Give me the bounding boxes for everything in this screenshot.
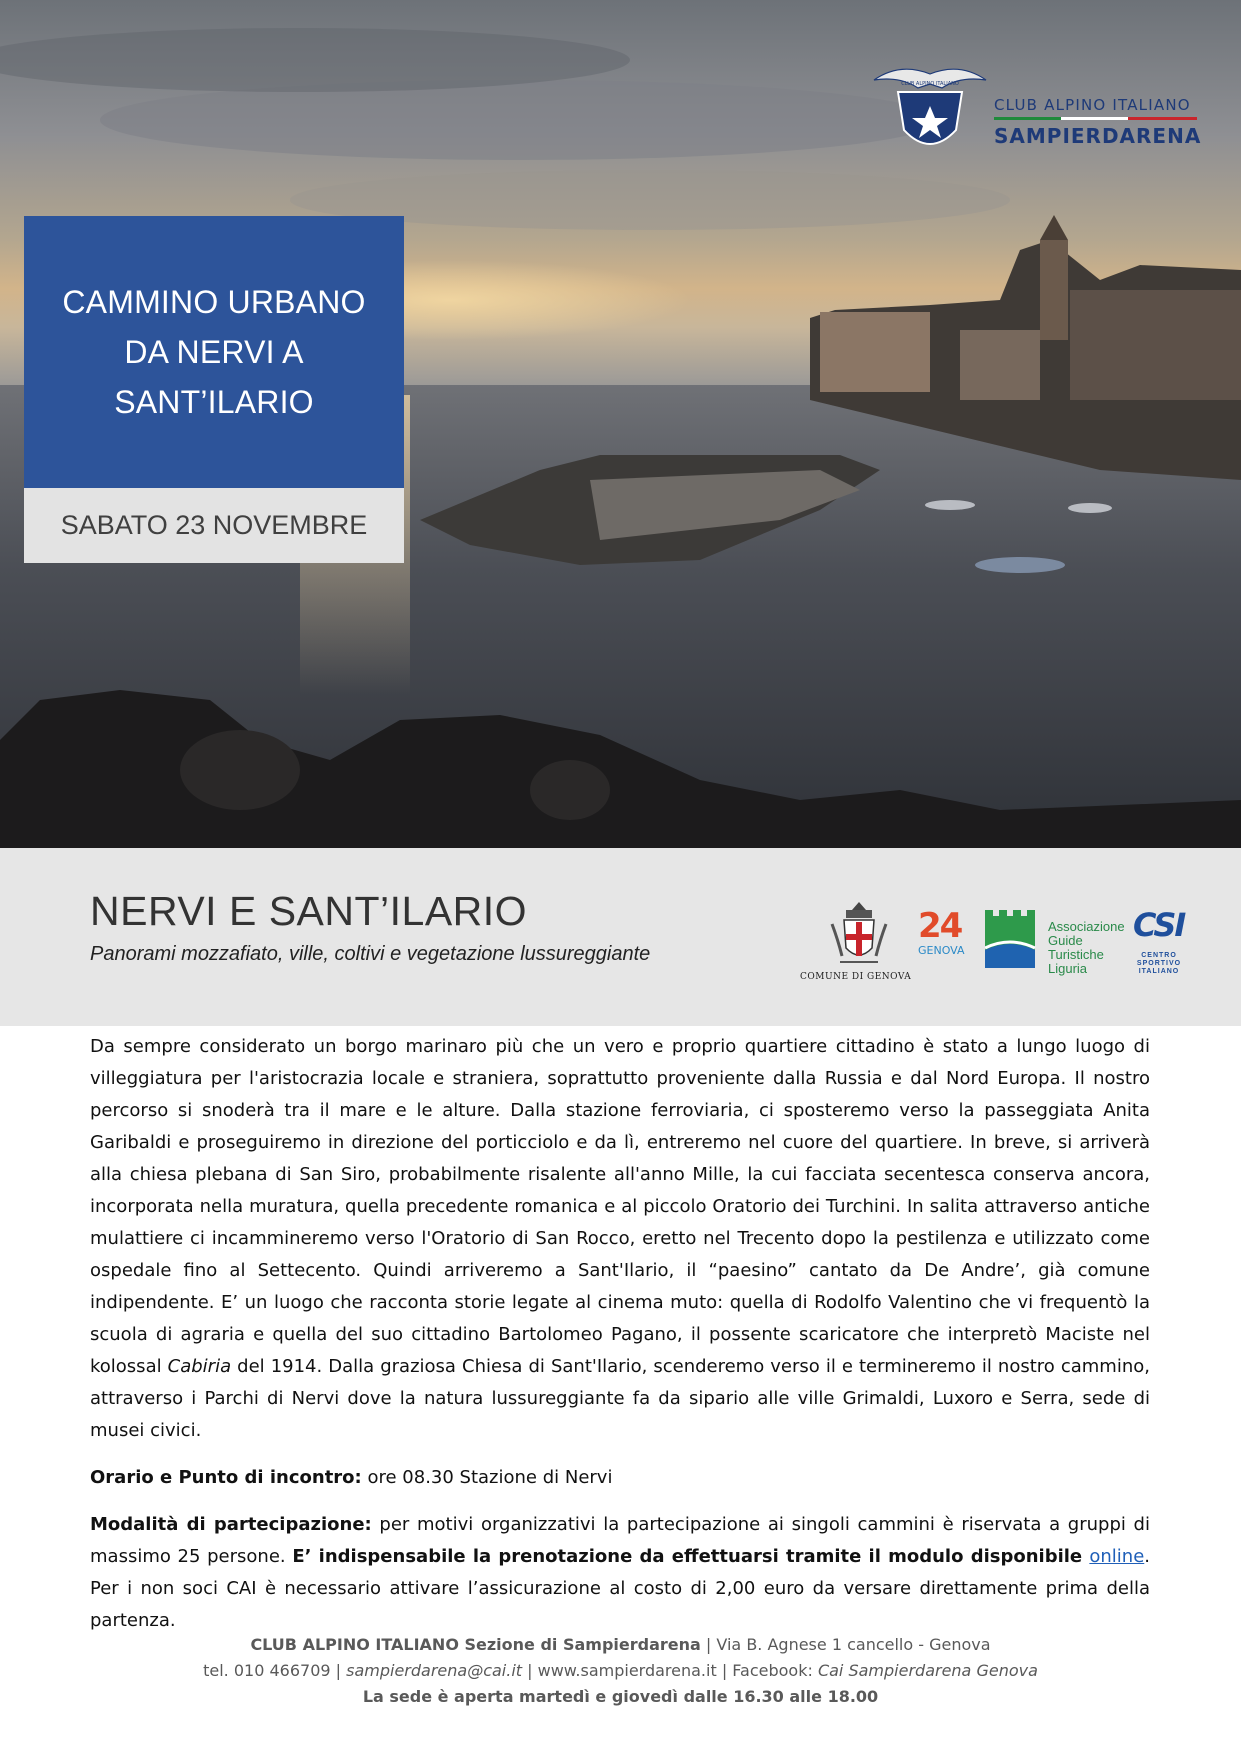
event-title-line: SANT’ILARIO <box>114 384 314 420</box>
csi-logo: CSI <box>1133 906 1185 944</box>
meeting-point <box>90 1462 1150 1494</box>
footer-contacts-line: tel. 010 466709 | sampierdarena@cai.it | www.sampierdarena.it | Facebook: Cai Sampierdarena Genova <box>203 1661 1038 1680</box>
section-title: NERVI E SANT’ILARIO <box>90 888 528 934</box>
guide-turistiche-tower-icon <box>985 910 1041 968</box>
comune-di-genova-label: COMUNE DI GENOVA <box>800 972 912 982</box>
footer <box>0 1632 1241 1710</box>
footer-hours: La sede è aperta martedì e giovedì dalle 16.30 alle 18.00 <box>362 1687 879 1706</box>
cai-wordmark <box>994 96 1201 148</box>
event-title-line: DA NERVI A <box>124 334 304 370</box>
participation-label: Modalità di partecipazione: <box>90 1514 372 1535</box>
genova-24-logo <box>918 908 964 968</box>
hero-photo <box>0 0 1241 848</box>
guide-turistiche-label: Associazione Guide Turistiche Liguria <box>1048 919 1125 976</box>
online-booking-link[interactable]: online <box>1089 1546 1145 1567</box>
comune-di-genova-crest-icon <box>828 900 890 972</box>
section-name: SAMPIERDARENA <box>994 124 1202 148</box>
description-paragraph: Da sempre considerato un borgo marinaro più che un vero e proprio quartiere cittadino è stato a lungo luogo di villeggiatura per l'aristocrazia locale e straniera, soprattutto proveniente dalla Russia e dal Nord Europa. Il nostro percorso si snoderà tra il mare e le alture. Dalla stazione ferroviaria, ci sposteremo verso la passeggiata Anita Garibaldi e proseguiremo in direzione del porticciolo e da lì, entreremo nel cuore del quartiere. In breve, si arriverà alla chiesa plebana di San Siro, probabilmente risalente all'anno Mille, la cui facciata secentesca conserva ancora, incorporata nella muratura, quella precedente romanica e al piccolo Oratorio dei Turchini. In salita attraverso antiche mulattiere ci incammineremo verso l'Oratorio di San Rocco, eretto nel Trecento dopo la pestilenza e utilizzato come ospedale fino al Settecento. Quindi arriveremo a Sant'Ilario, il “paesino” cantato da De Andre’, già comune indipendente. E’ un luogo che racconta storie legate al cinema muto: quella di Rodolfo Valentino che vi frequentò la scuola di agraria e quella del suo cittadino Bartolomeo Pagano, il possente scaricatore che interpretò Maciste nel kolossal Cabiria del 1914. Dalla graziosa Chiesa di Sant'Ilario, scenderemo verso il e termineremo il nostro cammino, attraverso i Parchi di Nervi dove la natura lussureggiante fa da sipario alle ville Grimaldi, Luxoro e Serra, sede di musei civici. <box>90 1036 1150 1441</box>
participation-info: Modalità di partecipazione: per motivi organizzativi la partecipazione ai singoli cammini è riservata a gruppi di massimo 25 persone. E’ indispensabile la prenotazione da effettuarsi tramite il modulo disponibile online. Per i non soci CAI è necessario attivare l’assicurazione al costo di 2,00 euro da versare direttamente prima della partenza. <box>90 1514 1150 1631</box>
emblem-text: CLUB ALPINO ITALIANO <box>901 81 959 87</box>
italian-flag-stripe <box>994 117 1197 120</box>
meeting-value: ore 08.30 Stazione di Nervi <box>361 1467 613 1488</box>
genova-24-label: GENOVA <box>918 944 965 957</box>
event-title-line: CAMMINO URBANO <box>62 284 366 320</box>
event-description <box>90 1031 1150 1652</box>
event-date: SABATO 23 NOVEMBRE <box>24 488 404 563</box>
csi-label: CENTRO SPORTIVO ITALIANO <box>1136 952 1182 975</box>
section-subtitle: Panorami mozzafiato, ville, coltivi e vegetazione lussureggiante <box>90 943 651 965</box>
event-title-box <box>24 216 404 488</box>
footer-email[interactable]: sampierdarena@cai.it <box>346 1661 523 1680</box>
film-title: Cabiria <box>167 1356 232 1377</box>
genova-24-number: 24 <box>918 906 962 946</box>
footer-facebook[interactable]: Cai Sampierdarena Genova <box>817 1661 1038 1680</box>
organization-name: CLUB ALPINO ITALIANO <box>994 96 1191 114</box>
footer-address-line: CLUB ALPINO ITALIANO Sezione di Sampierdarena | Via B. Agnese 1 cancello - Genova <box>250 1635 991 1654</box>
subtitle-band <box>0 848 1241 1026</box>
meeting-label: Orario e Punto di incontro: <box>90 1467 362 1488</box>
